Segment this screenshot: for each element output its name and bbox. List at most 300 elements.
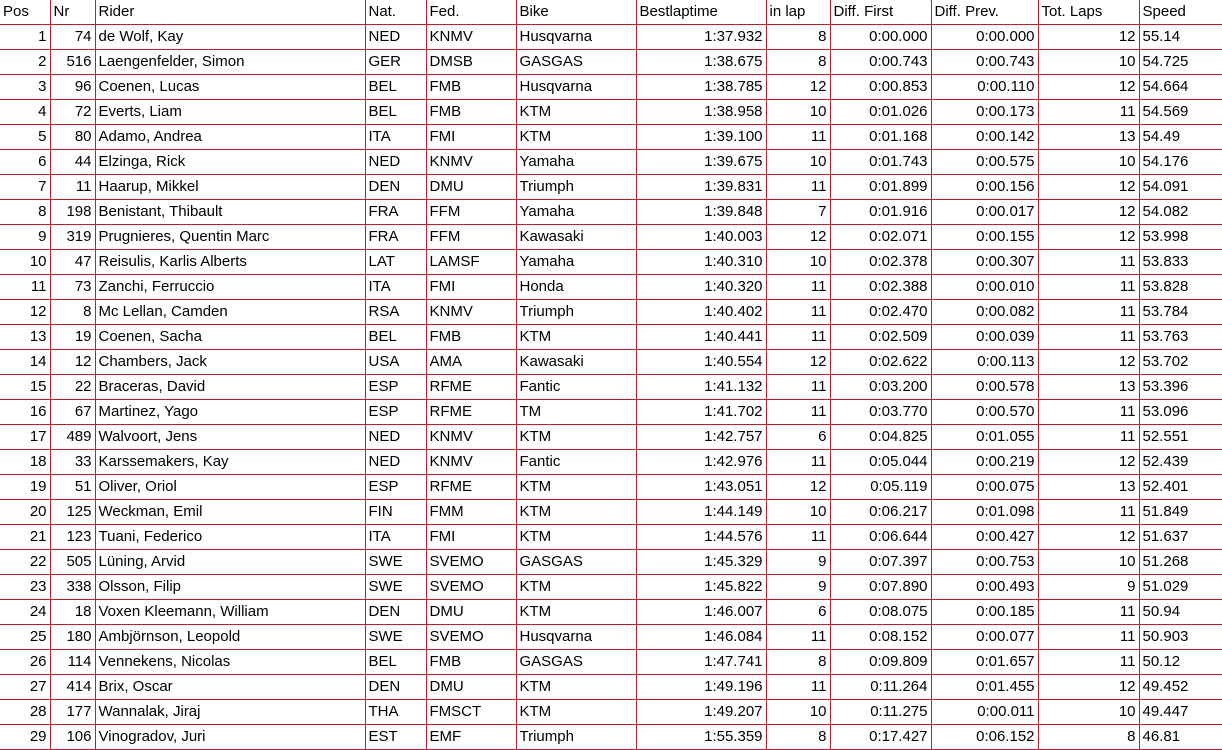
cell-in-lap: 11	[766, 450, 830, 475]
cell-nat: DEN	[365, 600, 426, 625]
cell-speed: 52.439	[1139, 450, 1222, 475]
cell-diff-prev: 0:00.578	[931, 375, 1038, 400]
cell-diff-first: 0:11.275	[830, 700, 931, 725]
cell-nat: NED	[365, 25, 426, 50]
cell-speed: 53.763	[1139, 325, 1222, 350]
cell-pos: 9	[0, 225, 50, 250]
cell-rider: Laengenfelder, Simon	[95, 50, 365, 75]
cell-diff-first: 0:17.427	[830, 725, 931, 750]
cell-fed: FMB	[426, 325, 516, 350]
cell-rider: Vennekens, Nicolas	[95, 650, 365, 675]
cell-bestlaptime: 1:42.757	[636, 425, 766, 450]
cell-tot-laps: 10	[1038, 50, 1139, 75]
table-row	[0, 650, 1222, 675]
cell-tot-laps: 11	[1038, 425, 1139, 450]
cell-bike: KTM	[516, 475, 636, 500]
cell-bestlaptime: 1:40.320	[636, 275, 766, 300]
cell-in-lap: 11	[766, 125, 830, 150]
cell-bestlaptime: 1:46.084	[636, 625, 766, 650]
cell-diff-prev: 0:00.743	[931, 50, 1038, 75]
table-row	[0, 175, 1222, 200]
cell-diff-prev: 0:00.427	[931, 525, 1038, 550]
cell-diff-first: 0:02.378	[830, 250, 931, 275]
cell-diff-first: 0:09.809	[830, 650, 931, 675]
cell-in-lap: 6	[766, 425, 830, 450]
cell-rider: Voxen Kleemann, William	[95, 600, 365, 625]
cell-tot-laps: 13	[1038, 375, 1139, 400]
cell-nr: 12	[50, 350, 95, 375]
cell-pos: 27	[0, 675, 50, 700]
cell-bestlaptime: 1:38.675	[636, 50, 766, 75]
cell-speed: 53.396	[1139, 375, 1222, 400]
cell-tot-laps: 11	[1038, 100, 1139, 125]
cell-bike: Honda	[516, 275, 636, 300]
cell-pos: 6	[0, 150, 50, 175]
cell-in-lap: 8	[766, 650, 830, 675]
table-row	[0, 475, 1222, 500]
cell-nat: SWE	[365, 550, 426, 575]
cell-bestlaptime: 1:43.051	[636, 475, 766, 500]
cell-in-lap: 8	[766, 25, 830, 50]
cell-fed: FMSCT	[426, 700, 516, 725]
cell-fed: SVEMO	[426, 625, 516, 650]
cell-tot-laps: 12	[1038, 200, 1139, 225]
cell-in-lap: 11	[766, 675, 830, 700]
table-row	[0, 675, 1222, 700]
cell-rider: Wannalak, Jiraj	[95, 700, 365, 725]
cell-nat: ESP	[365, 375, 426, 400]
cell-diff-prev: 0:00.493	[931, 575, 1038, 600]
cell-bestlaptime: 1:40.441	[636, 325, 766, 350]
cell-nr: 44	[50, 150, 95, 175]
cell-tot-laps: 11	[1038, 275, 1139, 300]
cell-bike: Husqvarna	[516, 25, 636, 50]
cell-rider: Weckman, Emil	[95, 500, 365, 525]
cell-diff-prev: 0:00.011	[931, 700, 1038, 725]
cell-fed: FFM	[426, 225, 516, 250]
table-row	[0, 575, 1222, 600]
cell-diff-first: 0:03.200	[830, 375, 931, 400]
cell-speed: 50.12	[1139, 650, 1222, 675]
cell-bike: Triumph	[516, 300, 636, 325]
cell-nr: 198	[50, 200, 95, 225]
cell-tot-laps: 12	[1038, 25, 1139, 50]
cell-speed: 53.998	[1139, 225, 1222, 250]
cell-bike: Yamaha	[516, 250, 636, 275]
cell-pos: 20	[0, 500, 50, 525]
cell-bestlaptime: 1:46.007	[636, 600, 766, 625]
cell-nr: 123	[50, 525, 95, 550]
cell-bestlaptime: 1:40.310	[636, 250, 766, 275]
cell-rider: Tuani, Federico	[95, 525, 365, 550]
cell-nat: BEL	[365, 650, 426, 675]
cell-rider: Karssemakers, Kay	[95, 450, 365, 475]
cell-diff-prev: 0:01.098	[931, 500, 1038, 525]
cell-in-lap: 11	[766, 175, 830, 200]
cell-bike: Yamaha	[516, 150, 636, 175]
cell-rider: Adamo, Andrea	[95, 125, 365, 150]
cell-tot-laps: 12	[1038, 350, 1139, 375]
cell-nr: 505	[50, 550, 95, 575]
cell-fed: DMU	[426, 600, 516, 625]
cell-tot-laps: 11	[1038, 400, 1139, 425]
cell-rider: Martinez, Yago	[95, 400, 365, 425]
cell-pos: 15	[0, 375, 50, 400]
cell-fed: FMI	[426, 275, 516, 300]
cell-nr: 106	[50, 725, 95, 750]
cell-nr: 33	[50, 450, 95, 475]
cell-in-lap: 11	[766, 325, 830, 350]
cell-pos: 26	[0, 650, 50, 675]
cell-tot-laps: 12	[1038, 525, 1139, 550]
cell-fed: FMI	[426, 125, 516, 150]
cell-diff-first: 0:02.470	[830, 300, 931, 325]
cell-fed: DMSB	[426, 50, 516, 75]
cell-rider: Haarup, Mikkel	[95, 175, 365, 200]
cell-diff-first: 0:02.388	[830, 275, 931, 300]
cell-bike: Husqvarna	[516, 625, 636, 650]
cell-in-lap: 12	[766, 475, 830, 500]
cell-bike: GASGAS	[516, 650, 636, 675]
cell-tot-laps: 8	[1038, 725, 1139, 750]
table-row	[0, 425, 1222, 450]
cell-bestlaptime: 1:41.132	[636, 375, 766, 400]
cell-in-lap: 11	[766, 275, 830, 300]
cell-in-lap: 6	[766, 600, 830, 625]
cell-rider: Chambers, Jack	[95, 350, 365, 375]
cell-nat: LAT	[365, 250, 426, 275]
cell-nr: 18	[50, 600, 95, 625]
cell-bestlaptime: 1:45.822	[636, 575, 766, 600]
cell-in-lap: 7	[766, 200, 830, 225]
table-row	[0, 150, 1222, 175]
cell-speed: 51.637	[1139, 525, 1222, 550]
cell-in-lap: 9	[766, 575, 830, 600]
header-bestlaptime: Bestlaptime	[636, 0, 766, 25]
cell-diff-prev: 0:00.156	[931, 175, 1038, 200]
cell-nat: SWE	[365, 575, 426, 600]
cell-in-lap: 8	[766, 725, 830, 750]
cell-bike: TM	[516, 400, 636, 425]
cell-speed: 50.94	[1139, 600, 1222, 625]
cell-tot-laps: 10	[1038, 700, 1139, 725]
cell-bestlaptime: 1:42.976	[636, 450, 766, 475]
cell-diff-first: 0:01.026	[830, 100, 931, 125]
cell-diff-prev: 0:00.173	[931, 100, 1038, 125]
cell-in-lap: 11	[766, 375, 830, 400]
cell-diff-prev: 0:01.455	[931, 675, 1038, 700]
cell-tot-laps: 11	[1038, 300, 1139, 325]
cell-nr: 47	[50, 250, 95, 275]
cell-speed: 52.551	[1139, 425, 1222, 450]
cell-diff-first: 0:01.168	[830, 125, 931, 150]
header-fed: Fed.	[426, 0, 516, 25]
cell-rider: Elzinga, Rick	[95, 150, 365, 175]
cell-diff-first: 0:00.853	[830, 75, 931, 100]
cell-diff-first: 0:01.743	[830, 150, 931, 175]
cell-speed: 49.452	[1139, 675, 1222, 700]
cell-bestlaptime: 1:41.702	[636, 400, 766, 425]
cell-pos: 22	[0, 550, 50, 575]
results-body	[0, 25, 1222, 750]
cell-nr: 180	[50, 625, 95, 650]
cell-fed: FMI	[426, 525, 516, 550]
cell-tot-laps: 11	[1038, 500, 1139, 525]
cell-in-lap: 12	[766, 350, 830, 375]
cell-speed: 54.725	[1139, 50, 1222, 75]
cell-fed: RFME	[426, 375, 516, 400]
cell-diff-first: 0:00.000	[830, 25, 931, 50]
cell-bestlaptime: 1:49.196	[636, 675, 766, 700]
cell-diff-first: 0:11.264	[830, 675, 931, 700]
cell-pos: 5	[0, 125, 50, 150]
cell-bike: Fantic	[516, 375, 636, 400]
cell-diff-prev: 0:00.307	[931, 250, 1038, 275]
cell-nat: GER	[365, 50, 426, 75]
table-row	[0, 75, 1222, 100]
table-row	[0, 275, 1222, 300]
cell-nat: SWE	[365, 625, 426, 650]
cell-fed: RFME	[426, 400, 516, 425]
cell-bike: KTM	[516, 675, 636, 700]
cell-nat: FRA	[365, 200, 426, 225]
cell-bestlaptime: 1:40.003	[636, 225, 766, 250]
cell-speed: 53.828	[1139, 275, 1222, 300]
cell-speed: 53.784	[1139, 300, 1222, 325]
cell-nr: 51	[50, 475, 95, 500]
cell-bike: KTM	[516, 500, 636, 525]
cell-nr: 489	[50, 425, 95, 450]
cell-pos: 13	[0, 325, 50, 350]
cell-in-lap: 11	[766, 625, 830, 650]
cell-rider: Reisulis, Karlis Alberts	[95, 250, 365, 275]
cell-nat: ITA	[365, 525, 426, 550]
cell-speed: 46.81	[1139, 725, 1222, 750]
cell-bike: KTM	[516, 575, 636, 600]
cell-pos: 4	[0, 100, 50, 125]
cell-diff-prev: 0:06.152	[931, 725, 1038, 750]
cell-speed: 53.833	[1139, 250, 1222, 275]
table-row	[0, 350, 1222, 375]
cell-speed: 54.091	[1139, 175, 1222, 200]
cell-speed: 50.903	[1139, 625, 1222, 650]
table-row	[0, 625, 1222, 650]
cell-fed: KNMV	[426, 425, 516, 450]
cell-pos: 28	[0, 700, 50, 725]
cell-nr: 414	[50, 675, 95, 700]
table-row	[0, 225, 1222, 250]
cell-bestlaptime: 1:45.329	[636, 550, 766, 575]
cell-bike: GASGAS	[516, 550, 636, 575]
cell-bestlaptime: 1:38.785	[636, 75, 766, 100]
cell-diff-prev: 0:00.075	[931, 475, 1038, 500]
table-row	[0, 300, 1222, 325]
cell-rider: Brix, Oscar	[95, 675, 365, 700]
cell-nat: BEL	[365, 75, 426, 100]
cell-fed: FFM	[426, 200, 516, 225]
cell-in-lap: 11	[766, 525, 830, 550]
header-diff-prev: Diff. Prev.	[931, 0, 1038, 25]
header-row	[0, 0, 1222, 25]
cell-diff-first: 0:08.152	[830, 625, 931, 650]
cell-bike: Triumph	[516, 725, 636, 750]
cell-nr: 319	[50, 225, 95, 250]
cell-tot-laps: 11	[1038, 650, 1139, 675]
cell-speed: 54.664	[1139, 75, 1222, 100]
cell-rider: Coenen, Sacha	[95, 325, 365, 350]
cell-diff-prev: 0:00.000	[931, 25, 1038, 50]
cell-fed: SVEMO	[426, 550, 516, 575]
cell-speed: 54.082	[1139, 200, 1222, 225]
cell-tot-laps: 10	[1038, 550, 1139, 575]
cell-nat: NED	[365, 150, 426, 175]
cell-nat: FIN	[365, 500, 426, 525]
cell-rider: Lüning, Arvid	[95, 550, 365, 575]
cell-pos: 24	[0, 600, 50, 625]
table-row	[0, 200, 1222, 225]
cell-rider: Walvoort, Jens	[95, 425, 365, 450]
header-speed: Speed	[1139, 0, 1222, 25]
cell-nr: 125	[50, 500, 95, 525]
cell-rider: Olsson, Filip	[95, 575, 365, 600]
cell-speed: 55.14	[1139, 25, 1222, 50]
cell-speed: 54.569	[1139, 100, 1222, 125]
cell-fed: KNMV	[426, 150, 516, 175]
cell-nr: 67	[50, 400, 95, 425]
cell-fed: LAMSF	[426, 250, 516, 275]
header-in-lap: in lap	[766, 0, 830, 25]
cell-pos: 14	[0, 350, 50, 375]
cell-diff-first: 0:04.825	[830, 425, 931, 450]
cell-in-lap: 8	[766, 50, 830, 75]
cell-tot-laps: 13	[1038, 475, 1139, 500]
cell-speed: 53.096	[1139, 400, 1222, 425]
cell-diff-first: 0:06.217	[830, 500, 931, 525]
cell-rider: Prugnieres, Quentin Marc	[95, 225, 365, 250]
cell-bestlaptime: 1:39.675	[636, 150, 766, 175]
cell-tot-laps: 12	[1038, 225, 1139, 250]
header-bike: Bike	[516, 0, 636, 25]
table-row	[0, 550, 1222, 575]
cell-tot-laps: 11	[1038, 625, 1139, 650]
cell-tot-laps: 11	[1038, 250, 1139, 275]
cell-nr: 22	[50, 375, 95, 400]
cell-speed: 53.702	[1139, 350, 1222, 375]
cell-diff-prev: 0:00.039	[931, 325, 1038, 350]
cell-tot-laps: 12	[1038, 175, 1139, 200]
cell-tot-laps: 11	[1038, 325, 1139, 350]
cell-rider: Everts, Liam	[95, 100, 365, 125]
cell-diff-prev: 0:00.155	[931, 225, 1038, 250]
cell-bike: KTM	[516, 325, 636, 350]
cell-bestlaptime: 1:49.207	[636, 700, 766, 725]
cell-nr: 80	[50, 125, 95, 150]
cell-nat: EST	[365, 725, 426, 750]
cell-tot-laps: 10	[1038, 150, 1139, 175]
cell-nr: 516	[50, 50, 95, 75]
table-row	[0, 725, 1222, 750]
cell-nat: NED	[365, 425, 426, 450]
cell-pos: 21	[0, 525, 50, 550]
cell-nat: ESP	[365, 475, 426, 500]
table-row	[0, 25, 1222, 50]
cell-pos: 17	[0, 425, 50, 450]
cell-diff-prev: 0:00.570	[931, 400, 1038, 425]
cell-speed: 51.029	[1139, 575, 1222, 600]
cell-fed: KNMV	[426, 25, 516, 50]
table-row	[0, 100, 1222, 125]
cell-diff-first: 0:07.397	[830, 550, 931, 575]
cell-fed: KNMV	[426, 300, 516, 325]
cell-bike: Kawasaki	[516, 225, 636, 250]
cell-bike: KTM	[516, 600, 636, 625]
cell-tot-laps: 11	[1038, 600, 1139, 625]
cell-pos: 29	[0, 725, 50, 750]
cell-diff-first: 0:06.644	[830, 525, 931, 550]
cell-bike: Kawasaki	[516, 350, 636, 375]
cell-speed: 51.268	[1139, 550, 1222, 575]
cell-nat: ESP	[365, 400, 426, 425]
cell-diff-first: 0:01.916	[830, 200, 931, 225]
cell-rider: Vinogradov, Juri	[95, 725, 365, 750]
cell-diff-first: 0:02.071	[830, 225, 931, 250]
cell-nr: 11	[50, 175, 95, 200]
cell-bestlaptime: 1:40.402	[636, 300, 766, 325]
cell-in-lap: 9	[766, 550, 830, 575]
cell-diff-first: 0:05.119	[830, 475, 931, 500]
cell-pos: 3	[0, 75, 50, 100]
cell-bike: KTM	[516, 125, 636, 150]
cell-diff-prev: 0:00.575	[931, 150, 1038, 175]
table-row	[0, 500, 1222, 525]
cell-nat: ITA	[365, 275, 426, 300]
table-row	[0, 450, 1222, 475]
cell-bestlaptime: 1:37.932	[636, 25, 766, 50]
cell-speed: 51.849	[1139, 500, 1222, 525]
cell-bestlaptime: 1:40.554	[636, 350, 766, 375]
cell-bestlaptime: 1:39.848	[636, 200, 766, 225]
cell-fed: KNMV	[426, 450, 516, 475]
cell-diff-prev: 0:00.113	[931, 350, 1038, 375]
cell-pos: 16	[0, 400, 50, 425]
cell-bestlaptime: 1:39.831	[636, 175, 766, 200]
table-row	[0, 250, 1222, 275]
cell-pos: 23	[0, 575, 50, 600]
cell-speed: 52.401	[1139, 475, 1222, 500]
cell-pos: 25	[0, 625, 50, 650]
header-tot-laps: Tot. Laps	[1038, 0, 1139, 25]
cell-in-lap: 10	[766, 700, 830, 725]
cell-pos: 11	[0, 275, 50, 300]
cell-nr: 19	[50, 325, 95, 350]
cell-nr: 73	[50, 275, 95, 300]
cell-bestlaptime: 1:44.576	[636, 525, 766, 550]
cell-rider: Ambjörnson, Leopold	[95, 625, 365, 650]
cell-rider: de Wolf, Kay	[95, 25, 365, 50]
cell-diff-first: 0:02.622	[830, 350, 931, 375]
cell-pos: 8	[0, 200, 50, 225]
cell-tot-laps: 12	[1038, 75, 1139, 100]
cell-rider: Benistant, Thibault	[95, 200, 365, 225]
cell-in-lap: 12	[766, 75, 830, 100]
cell-nat: NED	[365, 450, 426, 475]
table-row	[0, 700, 1222, 725]
table-row	[0, 325, 1222, 350]
cell-bike: KTM	[516, 700, 636, 725]
cell-diff-prev: 0:00.219	[931, 450, 1038, 475]
cell-diff-prev: 0:00.142	[931, 125, 1038, 150]
cell-fed: DMU	[426, 675, 516, 700]
